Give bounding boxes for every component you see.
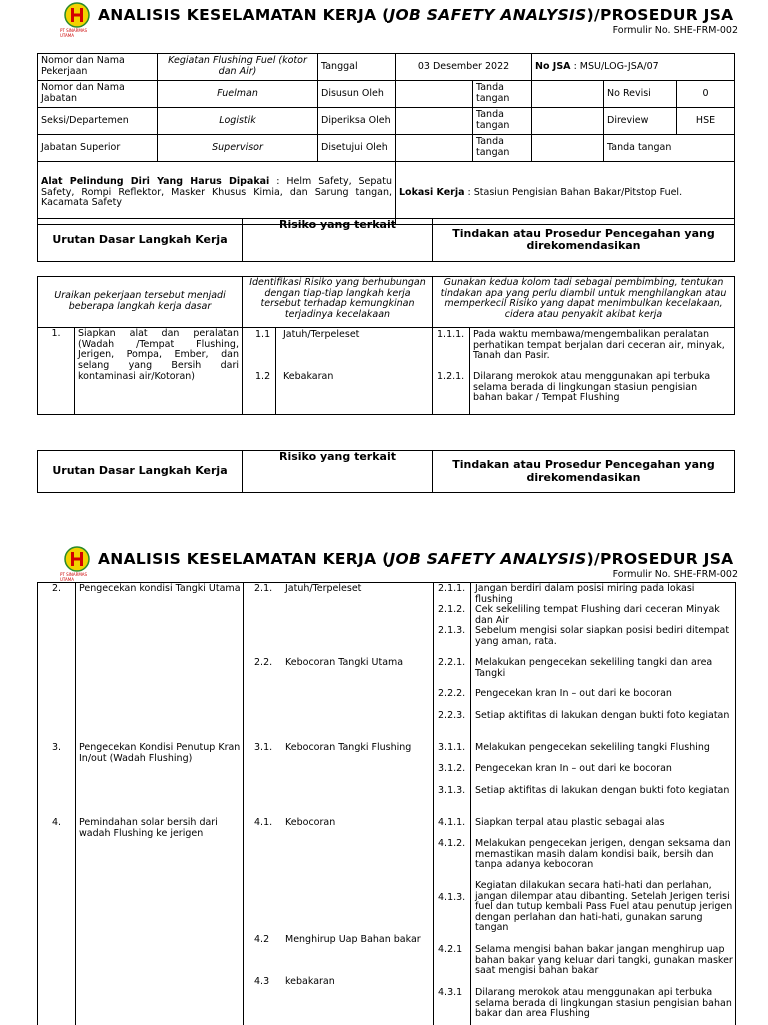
info-table: [37, 53, 735, 225]
action-2-1-3-number: 2.1.3.: [438, 625, 466, 636]
action-2-2-3: Setiap aktifitas di lakukan dengan bukti foto kegiatan: [475, 710, 730, 721]
step-2-text: Pengecekan kondisi Tangki Utama: [79, 583, 241, 594]
risk-4-3-number: 4.3: [254, 976, 270, 987]
action-3-1-1: Melakukan pengecekan sekeliling tangki Flushing: [475, 742, 710, 753]
col-tindakan-header: Tindakan atau Prosedur Pencegahan yang direkomendasikan: [433, 219, 735, 262]
action-2-2-1-number: 2.2.1.: [438, 657, 466, 668]
action-2-1-2-number: 2.1.2.: [438, 604, 466, 615]
guide-langkah: Uraikan pekerjaan tersebut menjadi beberapa langkah kerja dasar: [38, 277, 243, 328]
step-3-number: 3.: [52, 742, 62, 753]
form-number: Formulir No. SHE-FRM-002: [612, 569, 738, 580]
nojsa-cell: No JSA : MSU/LOG-JSA/07: [532, 54, 735, 81]
page2-header: [0, 544, 768, 584]
risk-3-1-number: 3.1.: [254, 742, 273, 753]
action-4-1-1-number: 4.1.1.: [438, 817, 466, 828]
risk-1-1: Jatuh/Terpeleset: [283, 329, 360, 340]
blank-1: [532, 81, 604, 108]
step-2-number: 2.: [52, 583, 62, 594]
step-1-risks: [243, 328, 433, 415]
col-tindakan-header-2: Tindakan atau Prosedur Pencegahan yang direkomendasikan: [433, 451, 735, 493]
risk-3-1: Kebocoran Tangki Flushing: [285, 742, 412, 753]
diperiksa-sign: [396, 108, 473, 135]
action-4-3-1-number: 4.3.1: [438, 987, 463, 998]
step-4-number: 4.: [52, 817, 62, 828]
company-logo-icon: [64, 546, 90, 572]
col-risiko-header: Risiko yang terkait: [243, 219, 433, 262]
direview-value: HSE: [677, 108, 735, 135]
col-risiko-header-2: Risiko yang terkait: [243, 451, 433, 493]
seksi-value: Logistik: [158, 108, 318, 135]
risk-1-2: Kebakaran: [283, 371, 334, 382]
action-1-1-1-number: 1.1.1.: [437, 329, 465, 340]
action-3-1-3-number: 3.1.3.: [438, 785, 466, 796]
document-title: ANALISIS KESELAMATAN KERJA (JOB SAFETY ANALYSIS)/PROSEDUR JSA: [98, 550, 734, 568]
nomor-label: Nomor dan Nama Pekerjaan: [38, 54, 158, 81]
action-1-1-1: Pada waktu membawa/mengembalikan peralatan perhatikan tempat berjalan dari ceceran air, minyak, Tanah dan Pasir.: [473, 329, 725, 361]
disusun-label: Disusun Oleh: [318, 81, 396, 108]
action-2-2-2-number: 2.2.2.: [438, 688, 466, 699]
action-2-1-1-number: 2.1.1.: [438, 583, 466, 594]
action-4-2-1-number: 4.2.1: [438, 944, 463, 955]
risk-4-3: kebakaran: [285, 976, 335, 987]
superior-value: Supervisor: [158, 135, 318, 162]
tanggal-label: Tanggal: [318, 54, 396, 81]
diperiksa-label: Diperiksa Oleh: [318, 108, 396, 135]
action-4-1-1: Siapkan terpal atau plastic sebagai alas: [475, 817, 665, 828]
action-1-2-1-number: 1.2.1.: [437, 371, 465, 382]
step-1-number: 1.: [38, 328, 75, 415]
norevisi-value: 0: [677, 81, 735, 108]
document-title: ANALISIS KESELAMATAN KERJA (JOB SAFETY ANALYSIS)/PROSEDUR JSA: [98, 6, 734, 24]
logo-caption: PT SINARMAS UTAMA: [60, 28, 88, 38]
risk-2-1-number: 2.1.: [254, 583, 273, 594]
tanggal-value: 03 Desember 2022: [396, 54, 532, 81]
direview-label: Direview: [604, 108, 677, 135]
action-4-3-1: Dilarang merokok atau menggunakan api terbuka selama berada di lingkungan stasiun pengisian bahan bakar dan area Flushing: [475, 987, 732, 1019]
seksi-label: Seksi/Departemen: [38, 108, 158, 135]
disetujui-label: Disetujui Oleh: [318, 135, 396, 162]
page1-header: [0, 0, 768, 40]
blank-3: [532, 135, 604, 162]
column-header-1: [37, 218, 735, 262]
norevisi-label: No Revisi: [604, 81, 677, 108]
guide-risiko: Identifikasi Risiko yang berhubungan dengan tiap-tiap langkah kerja tersebut terhadap kemungkinan terjadinya kecelakaan: [243, 277, 433, 328]
action-4-1-3: Kegiatan dilakukan secara hati-hati dan perlahan, jangan dilempar atau dibanting. Setelah Jerigen terisi fuel dan tutup kembali Pass Fuel atau penutup jerigen dengan perlahan dan hati-hati, gunakan sarung tangan: [475, 880, 733, 933]
superior-label: Jabatan Superior: [38, 135, 158, 162]
risk-4-1: Kebocoran: [285, 817, 336, 828]
action-4-1-2-number: 4.1.2.: [438, 838, 466, 849]
action-1-2-1: Dilarang merokok atau menggunakan api terbuka selama berada di lingkungan stasiun pengisian bahan bakar / Tempat Flushing: [473, 371, 711, 403]
action-3-1-3: Setiap aktifitas di lakukan dengan bukti foto kegiatan: [475, 785, 730, 796]
action-4-2-1: Selama mengisi bahan bakar jangan menghirup uap bahan bakar yang keluar dari tangki, gunakan masker saat mengisi bahan bakar: [475, 944, 733, 976]
blank-2: [532, 108, 604, 135]
guide-tindakan: Gunakan kedua kolom tadi sebagai pembimbing, tentukan tindakan apa yang perlu diambil untuk menghilangkan atau memperkecil Risiko yang dapat menimbulkan kecelakaan, cidera atau penyakit akibat kerja: [433, 277, 735, 328]
step-3-text: Pengecekan Kondisi Penutup Kran In/out (Wadah Flushing): [79, 742, 241, 764]
jabatan-label: Nomor dan Nama Jabatan: [38, 81, 158, 108]
risk-4-1-number: 4.1.: [254, 817, 273, 828]
logo-caption: PT SINARMAS UTAMA: [60, 572, 88, 582]
action-2-1-2: Cek sekeliling tempat Flushing dari ceceran Minyak dan Air: [475, 604, 720, 626]
action-3-1-1-number: 3.1.1.: [438, 742, 466, 753]
form-number: Formulir No. SHE-FRM-002: [612, 25, 738, 36]
action-3-1-2: Pengecekan kran In – out dari ke bocoran: [475, 763, 672, 774]
tanda-tangan-3: Tanda tangan: [473, 135, 532, 162]
tanda-tangan-4: Tanda tangan: [604, 135, 735, 162]
disetujui-sign: [396, 135, 473, 162]
risk-2-1: Jatuh/Terpeleset: [285, 583, 362, 594]
action-3-1-2-number: 3.1.2.: [438, 763, 466, 774]
step-4-text: Pemindahan solar bersih dari wadah Flushing ke jerigen: [79, 817, 218, 839]
nomor-value: Kegiatan Flushing Fuel (kotor dan Air): [158, 54, 318, 81]
risk-2-2-number: 2.2.: [254, 657, 273, 668]
step-1-actions: [433, 328, 735, 415]
col-langkah-header-2: Urutan Dasar Langkah Kerja: [38, 451, 243, 493]
disusun-sign: [396, 81, 473, 108]
action-2-1-1: Jangan berdiri dalam posisi miring pada lokasi flushing: [475, 583, 695, 605]
action-2-1-3: Sebelum mengisi solar siapkan posisi bediri ditempat yang aman, rata.: [475, 625, 730, 647]
risk-1-2-number: 1.2: [255, 371, 271, 382]
apd-cell: Alat Pelindung Diri Yang Harus Dipakai : Helm Safety, Sepatu Safety, Rompi Reflektor, Masker Khusus Kimia, dan Sarung tangan, Kacamata Safety: [38, 162, 396, 225]
step-1-text: Siapkan alat dan peralatan (Wadah /Tempat Flushing, Jerigen, Pompa, Ember, dan selang yang Bersih dari kontaminasi air/Kotoran): [75, 328, 243, 415]
tanda-tangan-1: Tanda tangan: [473, 81, 532, 108]
risk-2-2: Kebocoran Tangki Utama: [285, 657, 404, 668]
tanda-tangan-2: Tanda tangan: [473, 108, 532, 135]
jabatan-value: Fuelman: [158, 81, 318, 108]
steps-table-page2: [37, 582, 736, 1025]
action-2-2-2: Pengecekan kran In – out dari ke bocoran: [475, 688, 672, 699]
risk-4-2: Menghirup Uap Bahan bakar: [285, 934, 421, 945]
action-2-2-3-number: 2.2.3.: [438, 710, 466, 721]
risk-1-1-number: 1.1: [255, 329, 271, 340]
action-4-1-3-number: 4.1.3.: [438, 892, 466, 903]
action-4-1-2: Melakukan pengecekan jerigen, dengan seksama dan memastikan masih dalam kondisi baik, bersih dan tanpa adanya kebocoran: [475, 838, 731, 870]
lokasi-cell: Lokasi Kerja : Stasiun Pengisian Bahan Bakar/Pitstop Fuel.: [396, 162, 735, 225]
action-2-2-1: Melakukan pengecekan sekeliling tangki dan area Tangki: [475, 657, 713, 679]
col-langkah-header: Urutan Dasar Langkah Kerja: [38, 219, 243, 262]
guide-table: [37, 276, 735, 415]
column-header-2: [37, 450, 735, 493]
risk-4-2-number: 4.2: [254, 934, 270, 945]
company-logo-icon: [64, 2, 90, 28]
